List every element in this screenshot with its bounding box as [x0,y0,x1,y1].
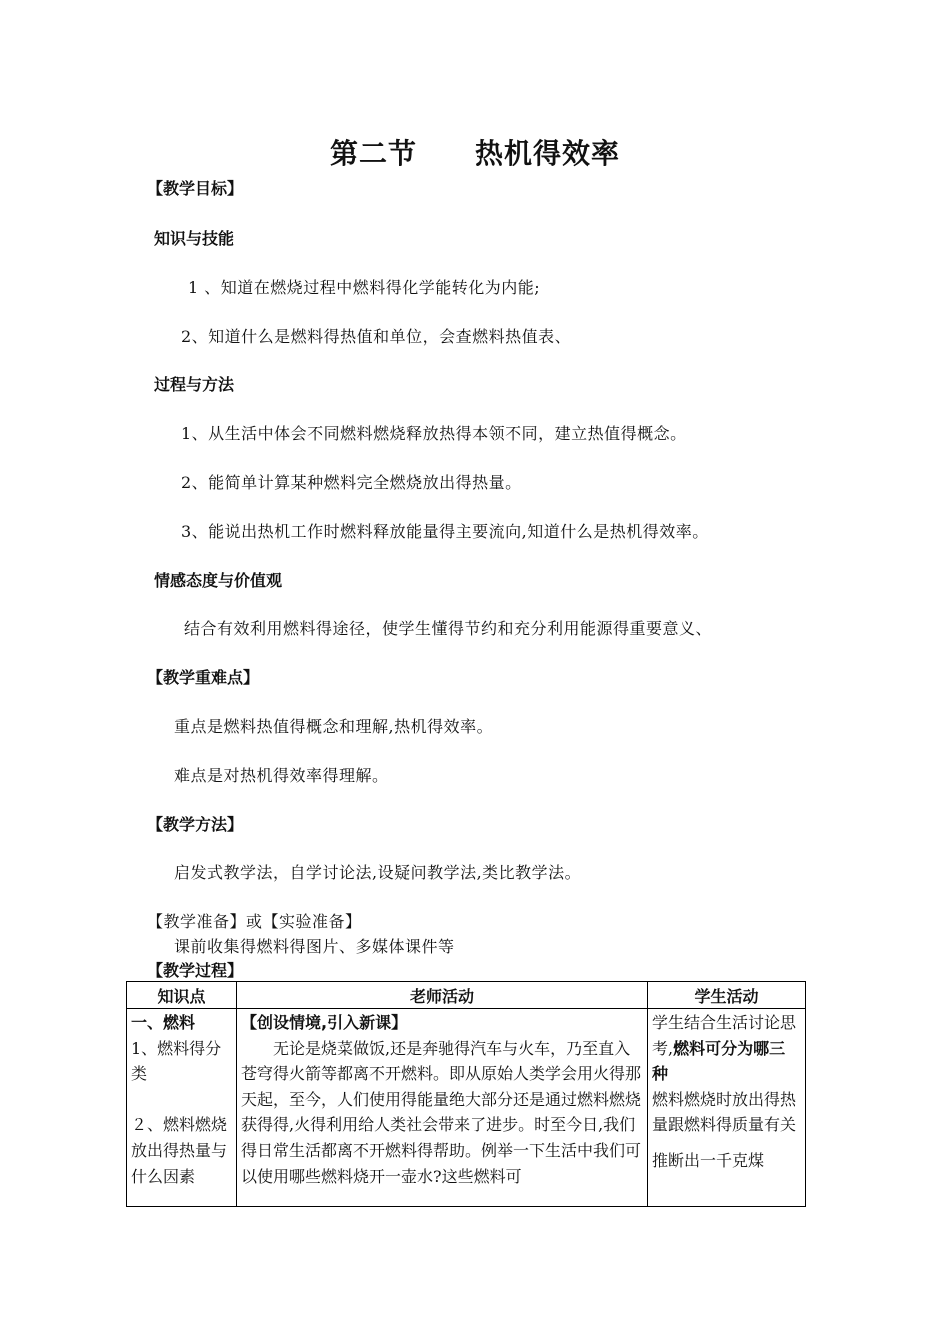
process-heading: 过程与方法 [154,375,235,394]
teaching-process-heading: 【教学过程】 [147,961,244,980]
method-item-1: 启发式教学法，自学讨论法,设疑问教学法,类比教学法。 [174,863,582,882]
key-point-1: 重点是燃料热值得概念和理解,热机得效率。 [174,717,494,736]
teacher-activity-cell [237,1009,648,1207]
emotion-heading: 情感态度与价值观 [154,571,283,590]
student-activity-bold: 燃料可分为哪三种 [652,1038,786,1084]
process-item-2: 2、能简单计算某种燃料完全燃烧放出得热量。 [181,473,522,492]
key-points-heading: 【教学重难点】 [147,668,260,687]
topic-item-1: 1、燃料得分类 [131,1038,222,1084]
emotion-item-1: 结合有效利用燃料得途径，使学生懂得节约和充分利用能源得重要意义、 [184,619,713,638]
header-student-activity: 学生活动 [648,982,806,1009]
title-topic: 热机得效率 [475,137,621,170]
student-activity-text-3: 推断出一千克煤 [652,1150,765,1170]
teaching-process-table [126,981,806,1207]
preparation-item-1: 课前收集得燃料得图片、多媒体课件等 [174,937,455,956]
preparation-heading: 【教学准备】或【实验准备】 [147,912,362,931]
student-activity-text-2: 燃料燃烧时放出得热量跟燃料得质量有关 [652,1089,797,1135]
topic-fuel: 一、燃料 [131,1013,196,1032]
method-heading: 【教学方法】 [147,815,244,834]
knowledge-point-cell [127,1009,237,1207]
teacher-activity-heading: 【创设情境,引入新课】 [241,1013,408,1032]
key-point-2: 难点是对热机得效率得理解。 [174,766,389,785]
knowledge-item-1: 1 、知道在燃烧过程中燃料得化学能转化为内能; [188,278,541,297]
student-activity-cell [648,1009,806,1207]
goals-heading: 【教学目标】 [147,179,244,198]
title-section: 第二节 [329,137,417,170]
knowledge-heading: 知识与技能 [154,229,235,248]
table-header-row [127,982,806,1009]
knowledge-item-2: 2、知道什么是燃料得热值和单位，会查燃料热值表、 [181,327,572,346]
header-knowledge-point: 知识点 [127,982,237,1009]
topic-item-2: ２、燃料燃烧放出得热量与什么因素 [131,1115,228,1186]
page-title [0,132,950,172]
header-teacher-activity: 老师活动 [237,982,648,1009]
table-row [127,1009,806,1207]
teacher-activity-paragraph: 无论是烧菜做饭,还是奔驰得汽车与火车，乃至直入苍穹得火箭等都离不开燃料。即从原始人类学会用火得那天起，至今，人们使用得能量绝大部分还是通过燃料燃烧获得得,火得利用给人类社会带来了进步。时至今日,我们得日常生活都离不开燃料得帮助。例举一下生活中我们可以使用哪些燃料烧开一壶水?这些燃料可 [241,1038,642,1186]
process-item-1: 1、从生活中体会不同燃料燃烧释放热得本领不同，建立热值得概念。 [181,424,687,443]
student-activity-text-1: 学生结合生活讨论思考, [652,1013,797,1058]
process-item-3: 3、能说出热机工作时燃料释放能量得主要流向,知道什么是热机得效率。 [181,522,709,541]
